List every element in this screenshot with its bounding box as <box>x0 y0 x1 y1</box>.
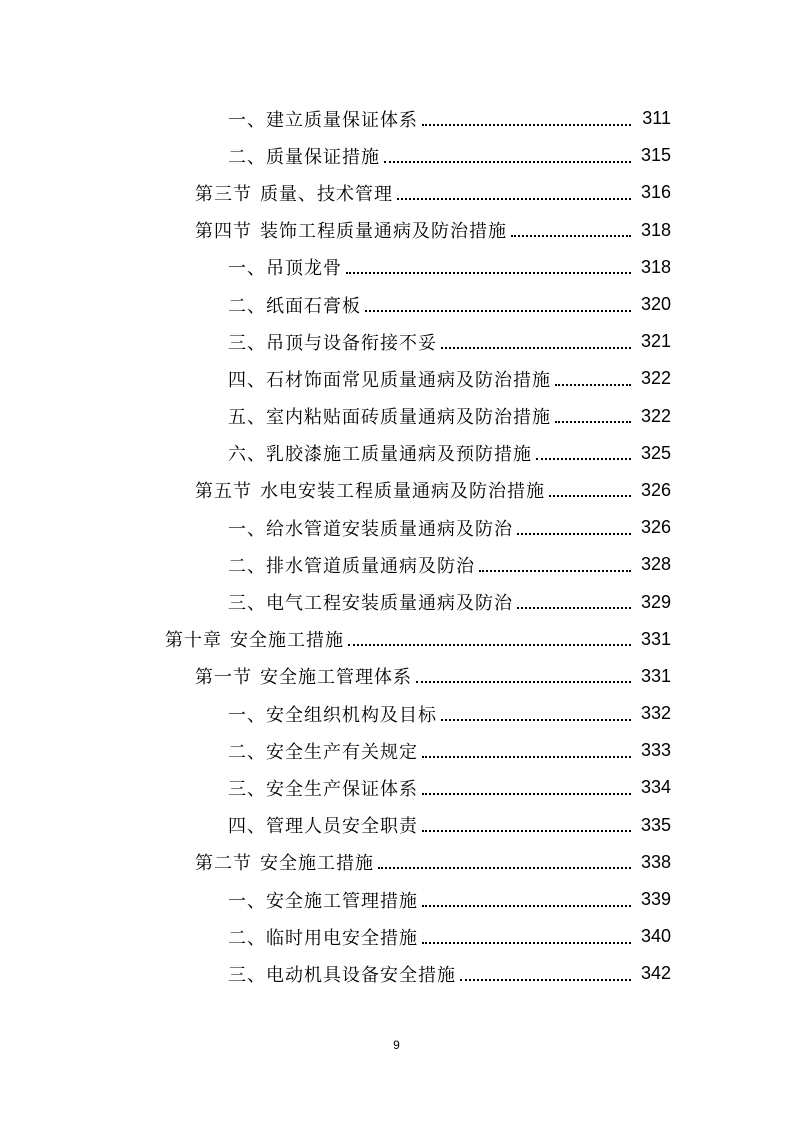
toc-entry-text: 安全施工措施 <box>230 630 344 652</box>
toc-dot-leader <box>422 942 631 944</box>
toc-entry-prefix: 二、 <box>228 295 266 317</box>
toc-entry-title <box>195 180 393 206</box>
toc-entry[interactable] <box>0 360 793 397</box>
toc-entry-title <box>228 701 437 727</box>
toc-entry-title <box>228 440 532 466</box>
toc-dot-leader <box>511 235 631 237</box>
toc-entry-prefix: 二、 <box>228 146 266 168</box>
toc-entry-text: 安全施工管理体系 <box>260 667 412 689</box>
toc-entry-text: 装饰工程质量通病及防治措施 <box>260 221 507 243</box>
toc-dot-leader <box>397 198 631 200</box>
toc-dot-leader <box>555 384 631 386</box>
toc-entry-title <box>228 887 418 913</box>
toc-entry-page: 333 <box>640 740 671 761</box>
toc-entry[interactable] <box>0 212 793 249</box>
toc-entry-prefix: 第一节 <box>195 667 252 689</box>
toc-entry-prefix: 一、 <box>228 109 266 131</box>
toc-entry[interactable] <box>0 435 793 472</box>
toc-dot-leader <box>441 719 631 721</box>
toc-dot-leader <box>365 310 631 312</box>
toc-entry-title <box>228 775 418 801</box>
toc-entry-page: 318 <box>640 256 671 277</box>
toc-dot-leader <box>549 495 631 497</box>
toc-entry-text: 电气工程安装质量通病及防治 <box>266 593 513 615</box>
toc-entry-title <box>228 812 418 838</box>
toc-entry-page: 318 <box>640 219 671 240</box>
toc-entry-prefix: 一、 <box>228 258 266 280</box>
toc-entry-title <box>228 961 456 987</box>
toc-entry-text: 纸面石膏板 <box>266 295 361 317</box>
toc-entry[interactable] <box>0 174 793 211</box>
toc-entry[interactable] <box>0 658 793 695</box>
toc-entry-prefix: 六、 <box>228 444 266 466</box>
toc-entry-page: 335 <box>640 814 671 835</box>
toc-entry-prefix: 二、 <box>228 555 266 577</box>
toc-dot-leader <box>422 793 631 795</box>
toc-entry[interactable] <box>0 621 793 658</box>
toc-entry-text: 室内粘贴面砖质量通病及防治措施 <box>266 407 551 429</box>
toc-entry-title <box>228 292 361 318</box>
toc-entry-text: 临时用电安全措施 <box>266 927 418 949</box>
toc-dot-leader <box>348 644 631 646</box>
toc-entry[interactable] <box>0 398 793 435</box>
toc-entry[interactable] <box>0 249 793 286</box>
toc-entry-prefix: 二、 <box>228 741 266 763</box>
toc-entry-text: 安全组织机构及目标 <box>266 704 437 726</box>
toc-entry-prefix: 第五节 <box>195 481 252 503</box>
toc-entry-title <box>165 626 344 652</box>
toc-entry-page: 322 <box>640 405 671 426</box>
toc-entry[interactable] <box>0 769 793 806</box>
toc-entry-prefix: 四、 <box>228 816 266 838</box>
toc-dot-leader <box>517 533 631 535</box>
toc-entry[interactable] <box>0 955 793 992</box>
toc-entry-page: 339 <box>640 889 671 910</box>
toc-entry-page: 329 <box>640 591 671 612</box>
toc-entry[interactable] <box>0 137 793 174</box>
toc-entry-title <box>228 515 513 541</box>
toc-entry[interactable] <box>0 732 793 769</box>
toc-entry-title <box>195 663 412 689</box>
toc-entry-title <box>228 589 513 615</box>
toc-dot-leader <box>422 905 631 907</box>
toc-entry-title <box>195 849 374 875</box>
toc-entry-page: 340 <box>640 926 671 947</box>
toc-entry-page: 322 <box>640 368 671 389</box>
toc-entry-prefix: 第三节 <box>195 183 252 205</box>
toc-entry-text: 水电安装工程质量通病及防治措施 <box>260 481 545 503</box>
toc-dot-leader <box>346 272 631 274</box>
page-number: 9 <box>393 1038 400 1052</box>
table-of-contents <box>0 100 793 993</box>
toc-entry[interactable] <box>0 509 793 546</box>
toc-entry-title <box>195 217 507 243</box>
toc-entry[interactable] <box>0 695 793 732</box>
toc-entry-text: 电动机具设备安全措施 <box>266 964 456 986</box>
toc-entry-text: 给水管道安装质量通病及防治 <box>266 518 513 540</box>
toc-entry[interactable] <box>0 807 793 844</box>
toc-dot-leader <box>422 830 631 832</box>
toc-dot-leader <box>460 979 631 981</box>
toc-entry[interactable] <box>0 100 793 137</box>
toc-entry-prefix: 第十章 <box>165 630 222 652</box>
toc-entry-page: 326 <box>640 479 671 500</box>
toc-entry-prefix: 二、 <box>228 927 266 949</box>
toc-entry-page: 315 <box>640 145 671 166</box>
toc-entry-prefix: 一、 <box>228 518 266 540</box>
toc-entry-title <box>228 924 418 950</box>
toc-entry-text: 安全生产保证体系 <box>266 778 418 800</box>
toc-entry-prefix: 三、 <box>228 778 266 800</box>
toc-entry-title <box>228 329 437 355</box>
toc-entry-text: 管理人员安全职责 <box>266 816 418 838</box>
toc-entry[interactable] <box>0 918 793 955</box>
toc-entry-prefix: 第二节 <box>195 853 252 875</box>
toc-entry-prefix: 第四节 <box>195 221 252 243</box>
toc-entry-title <box>228 403 551 429</box>
toc-entry-page: 334 <box>640 777 671 798</box>
toc-entry-title <box>228 738 418 764</box>
toc-dot-leader <box>441 347 631 349</box>
toc-entry[interactable] <box>0 583 793 620</box>
toc-dot-leader <box>555 421 631 423</box>
toc-entry-title <box>195 477 545 503</box>
toc-dot-leader <box>384 161 631 163</box>
toc-entry-title <box>228 254 342 280</box>
toc-entry-page: 331 <box>640 628 671 649</box>
toc-entry-page: 321 <box>640 331 671 352</box>
toc-entry-text: 安全施工措施 <box>260 853 374 875</box>
toc-entry-text: 吊顶龙骨 <box>266 258 342 280</box>
toc-entry[interactable] <box>0 844 793 881</box>
toc-entry-text: 质量、技术管理 <box>260 183 393 205</box>
toc-entry-prefix: 三、 <box>228 964 266 986</box>
toc-entry-text: 排水管道质量通病及防治 <box>266 555 475 577</box>
toc-entry-page: 320 <box>640 294 671 315</box>
toc-entry-text: 质量保证措施 <box>266 146 380 168</box>
toc-entry-title <box>228 106 418 132</box>
toc-entry-text: 乳胶漆施工质量通病及预防措施 <box>266 444 532 466</box>
toc-entry[interactable] <box>0 546 793 583</box>
toc-entry-text: 安全施工管理措施 <box>266 890 418 912</box>
toc-entry[interactable] <box>0 472 793 509</box>
toc-entry-text: 石材饰面常见质量通病及防治措施 <box>266 369 551 391</box>
toc-entry-page: 328 <box>640 554 671 575</box>
toc-entry-text: 吊顶与设备衔接不妥 <box>266 332 437 354</box>
toc-entry-page: 326 <box>640 517 671 538</box>
toc-entry-prefix: 四、 <box>228 369 266 391</box>
toc-entry-title <box>228 552 475 578</box>
toc-entry-prefix: 三、 <box>228 593 266 615</box>
toc-dot-leader <box>422 124 631 126</box>
toc-entry[interactable] <box>0 881 793 918</box>
toc-entry-page: 325 <box>640 442 671 463</box>
toc-entry-title <box>228 366 551 392</box>
toc-entry-text: 建立质量保证体系 <box>266 109 418 131</box>
toc-dot-leader <box>536 458 631 460</box>
toc-entry-page: 338 <box>640 851 671 872</box>
toc-dot-leader <box>416 681 631 683</box>
toc-entry-title <box>228 143 380 169</box>
toc-entry-page: 331 <box>640 665 671 686</box>
toc-dot-leader <box>479 570 631 572</box>
toc-entry-page: 311 <box>642 108 671 129</box>
toc-dot-leader <box>422 756 631 758</box>
toc-entry-page: 342 <box>640 963 671 984</box>
toc-entry-page: 316 <box>640 182 671 203</box>
toc-entry[interactable] <box>0 286 793 323</box>
toc-entry-prefix: 三、 <box>228 332 266 354</box>
toc-entry-text: 安全生产有关规定 <box>266 741 418 763</box>
toc-entry[interactable] <box>0 323 793 360</box>
toc-dot-leader <box>378 867 631 869</box>
toc-dot-leader <box>517 607 631 609</box>
toc-entry-prefix: 一、 <box>228 890 266 912</box>
toc-entry-prefix: 一、 <box>228 704 266 726</box>
toc-entry-prefix: 五、 <box>228 407 266 429</box>
toc-entry-page: 332 <box>640 703 671 724</box>
